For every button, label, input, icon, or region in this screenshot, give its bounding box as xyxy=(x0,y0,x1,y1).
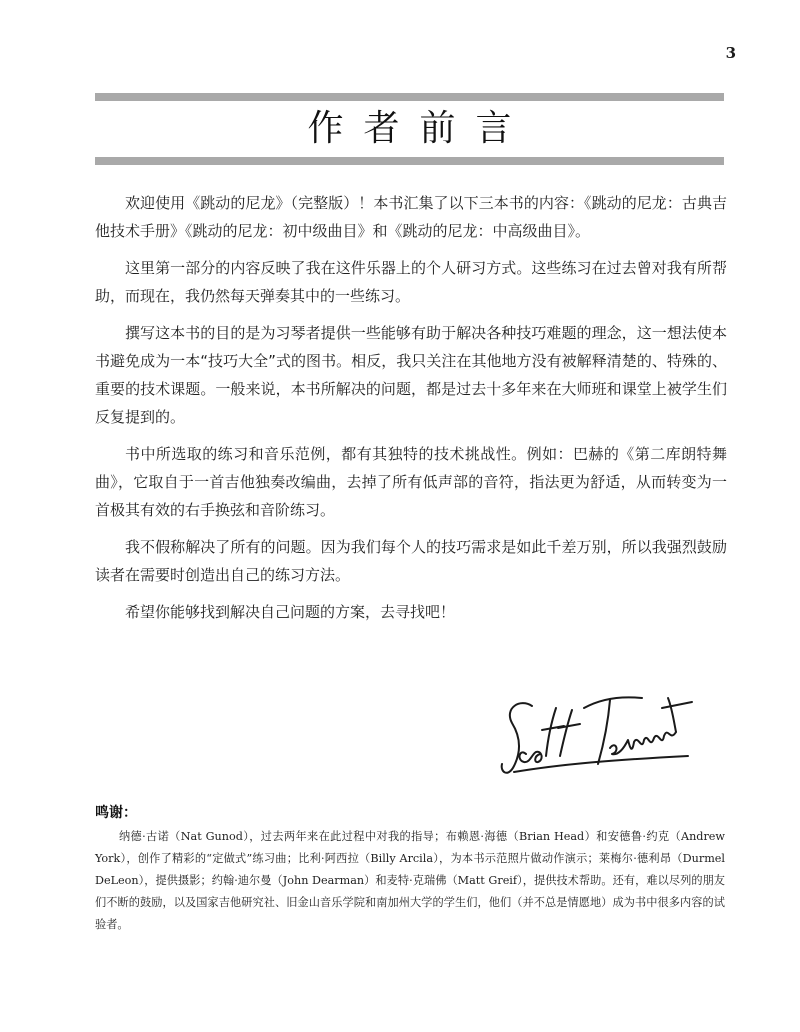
acknowledgements-text: 纳德·古诺（Nat Gunod），过去两年来在此过程中对我的指导；布赖恩·海德（Brian Head）和安德鲁·约克（Andrew York），创作了精彩的“定做式”练习曲；比利·阿西拉（Billy Arcila），为本书示范照片做动作演示；莱梅尔·德利昂（Durmel DeLeon），提供摄影；约翰·迪尔曼（John Dearman）和麦特·克瑞佛（Matt Greif），提供技术帮助。还有，难以尽列的朋友们不断的鼓励，以及国家吉他研究社、旧金山音乐学院和南加州大学的学生们，他们（并不总是情愿地）成为书中很多内容的试验者。 xyxy=(95,830,725,931)
preface-paragraph: 我不假称解决了所有的问题。因为我们每个人的技巧需求是如此千差万别，所以我强烈鼓励读者在需要时创造出自己的练习方法。 xyxy=(95,538,727,584)
preface-paragraph: 这里第一部分的内容反映了我在这件乐器上的个人研习方式。这些练习在过去曾对我有所帮助，而现在，我仍然每天弹奏其中的一些练习。 xyxy=(95,259,727,305)
title-rule-top xyxy=(95,93,724,101)
title-rule-bottom xyxy=(95,157,724,165)
preface-paragraph: 书中所选取的练习和音乐范例，都有其独特的技术挑战性。例如：巴赫的《第二库朗特舞曲》，它取自于一首吉他独奏改编曲，去掉了所有低声部的音符，指法更为舒适，从而转变为一首极其有效的右手换弦和音阶练习。 xyxy=(95,445,727,519)
author-signature xyxy=(492,668,707,798)
page-title: 作者前言 xyxy=(307,108,532,149)
acknowledgements-heading: 鸣谢： xyxy=(95,805,137,821)
preface-paragraph: 希望你能够找到解决自己问题的方案，去寻找吧！ xyxy=(125,603,456,621)
preface-paragraph: 撰写这本书的目的是为习琴者提供一些能够有助于解决各种技巧难题的理念，这一想法使本书避免成为一本“技巧大全”式的图书。相反，我只关注在其他地方没有被解释清楚的、特殊的、重要的技术课题。一般来说，本书所解决的问题，都是过去十多年来在大师班和课堂上被学生们反复提到的。 xyxy=(95,324,727,426)
preface-paragraph: 欢迎使用《跳动的尼龙》（完整版）！本书汇集了以下三本书的内容：《跳动的尼龙：古典吉他技术手册》《跳动的尼龙：初中级曲目》和《跳动的尼龙：中高级曲目》。 xyxy=(95,194,727,240)
preface-body xyxy=(95,189,727,635)
page-number: 3 xyxy=(725,44,736,62)
